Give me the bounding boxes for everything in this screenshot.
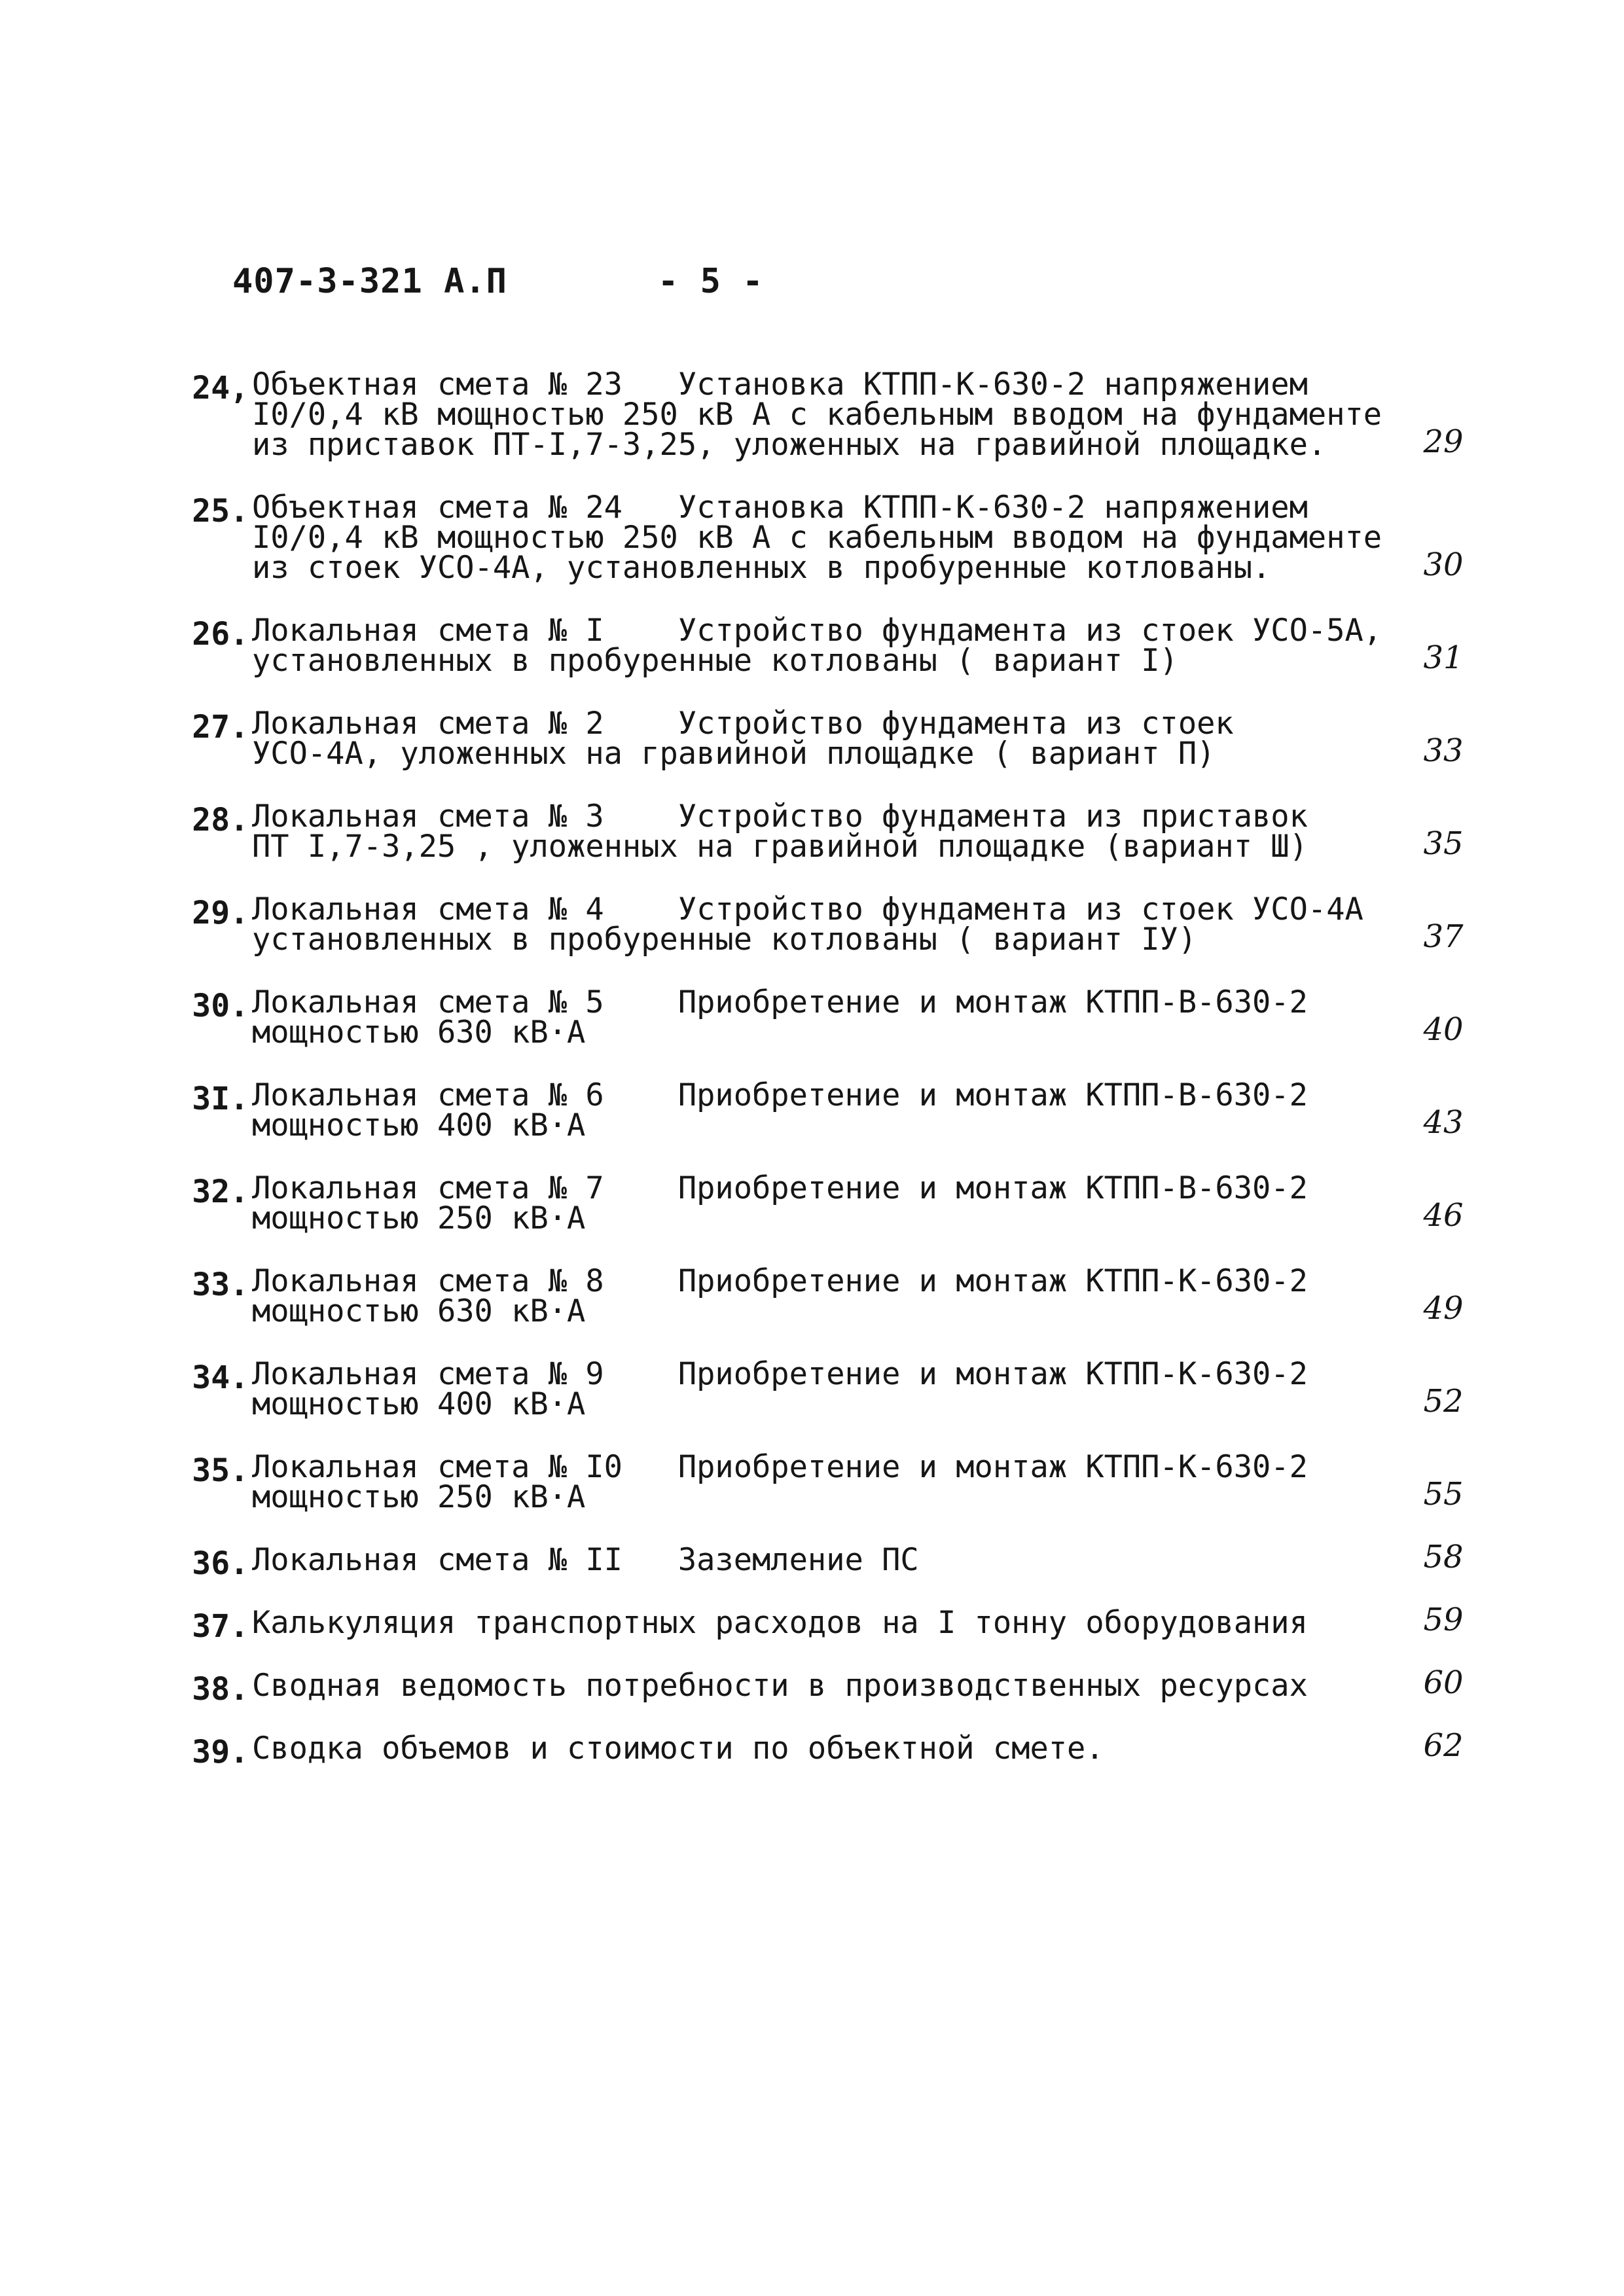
page-number: - 5 - [658,262,764,301]
entry-line: мощностью 250 кВ·А [252,1200,586,1236]
entry-line: Локальная смета № 9 Приобретение и монтаж КТПП-К-630-2 [252,1356,1308,1392]
entry-number: 3I. [192,1081,249,1117]
entry-line: установленных в пробуренные котлованы ( вариант IУ) [252,922,1197,958]
entry-text [252,1077,1384,1143]
entry-number: 24, [192,370,249,406]
contents-entry [164,984,1486,1050]
entry-text [252,984,1384,1050]
entry-text [252,613,1384,679]
entry-page-reference: 31 [1423,639,1464,676]
entry-page-reference: 29 [1423,423,1464,460]
entry-page-reference: 58 [1423,1539,1464,1575]
entry-number: 33. [192,1266,249,1303]
entry-text [252,1449,1384,1515]
entry-page-reference: 33 [1423,732,1464,769]
entry-page-reference: 30 [1423,547,1464,583]
contents-entry [164,1602,1486,1645]
entry-line: Объектная смета № 23 Установка КТПП-К-630-2 напряжением [252,367,1308,403]
entry-line: Калькуляция транспортных расходов на I тонну оборудования [252,1605,1308,1641]
entry-page-reference: 59 [1423,1602,1464,1638]
entry-number: 32. [192,1174,249,1210]
entry-text [252,1263,1384,1329]
page-header [232,262,764,301]
entry-line: установленных в пробуренные котлованы ( вариант I) [252,643,1178,679]
contents-entry [164,1356,1486,1422]
entry-number: 30. [192,988,249,1024]
entry-page-reference: 43 [1423,1104,1464,1141]
entry-page-reference: 46 [1423,1197,1464,1234]
contents-entry [164,1449,1486,1515]
entry-line: Сводная ведомость потребности в производственных ресурсах [252,1668,1308,1704]
contents-entry [164,1664,1486,1708]
entry-line: мощностью 400 кВ·А [252,1107,586,1143]
entry-line: Локальная смета № II Заземление ПС [252,1542,919,1578]
entry-text [252,490,1384,586]
entry-number: 34. [192,1359,249,1396]
entry-text [252,1731,1384,1767]
entry-page-reference: 37 [1423,918,1464,955]
entry-page-reference: 55 [1423,1476,1464,1513]
entry-line: Локальная смета № I Устройство фундамента из стоек УСО-5А, [252,613,1382,649]
entry-number: 26. [192,616,249,653]
entry-line: Локальная смета № 7 Приобретение и монтаж КТПП-В-630-2 [252,1170,1308,1206]
entry-number: 39. [192,1734,249,1770]
entry-page-reference: 49 [1423,1290,1464,1327]
entry-page-reference: 62 [1423,1727,1464,1764]
entry-line: мощностью 250 кВ·А [252,1479,586,1515]
entry-page-reference: 35 [1423,825,1464,862]
entry-number: 35. [192,1452,249,1489]
entry-line: мощностью 630 кВ·А [252,1293,586,1329]
entry-text [252,891,1384,958]
entry-line: Локальная смета № 5 Приобретение и монтаж КТПП-В-630-2 [252,984,1308,1020]
contents-entry [164,367,1486,463]
entry-number: 27. [192,709,249,745]
entry-page-reference: 52 [1423,1383,1464,1420]
entry-line: ПТ I,7-3,25 , уложенных на гравийной площадке (вариант Ш) [252,829,1308,865]
contents-list [164,367,1486,1797]
contents-entry [164,1263,1486,1329]
entry-number: 36. [192,1545,249,1582]
contents-entry [164,613,1486,679]
contents-entry [164,1170,1486,1236]
entry-text [252,706,1384,772]
entry-number: 37. [192,1608,249,1645]
entry-text [252,1356,1384,1422]
entry-number: 28. [192,802,249,838]
entry-text [252,798,1384,865]
entry-text [252,1605,1384,1641]
entry-text [252,1542,1384,1578]
entry-line: УСО-4А, уложенных на гравийной площадке ( вариант П) [252,736,1216,772]
entry-line: Локальная смета № 3 Устройство фундамента из приставок [252,798,1308,834]
entry-line: Сводка объемов и стоимости по объектной смете. [252,1731,1104,1767]
contents-entry [164,1727,1486,1770]
contents-entry [164,1539,1486,1582]
entry-line: Локальная смета № 6 Приобретение и монтаж КТПП-В-630-2 [252,1077,1308,1113]
entry-number: 25. [192,493,249,529]
contents-entry [164,891,1486,958]
entry-text [252,1668,1384,1704]
contents-entry [164,798,1486,865]
entry-line: Объектная смета № 24 Установка КТПП-К-630-2 напряжением [252,490,1308,526]
entry-line: I0/0,4 кВ мощностью 250 кВ А с кабельным вводом на фундаменте [252,397,1382,433]
entry-line: Локальная смета № 8 Приобретение и монтаж КТПП-К-630-2 [252,1263,1308,1299]
entry-line: из приставок ПТ-I,7-3,25, уложенных на гравийной площадке. [252,427,1327,463]
entry-line: мощностью 630 кВ·А [252,1014,586,1050]
entry-line: Локальная смета № 4 Устройство фундамента из стоек УСО-4А [252,891,1363,927]
contents-entry [164,706,1486,772]
entry-line: I0/0,4 кВ мощностью 250 кВ А с кабельным вводом на фундаменте [252,520,1382,556]
document-code: 407-3-321 А.П [232,262,507,301]
contents-entry [164,1077,1486,1143]
entry-page-reference: 40 [1423,1011,1464,1048]
entry-number: 29. [192,895,249,931]
entry-number: 38. [192,1671,249,1708]
contents-entry [164,490,1486,586]
entry-text [252,1170,1384,1236]
entry-line: мощностью 400 кВ·А [252,1386,586,1422]
entry-line: из стоек УСО-4А, установленных в пробуренные котлованы. [252,550,1271,586]
entry-line: Локальная смета № 2 Устройство фундамента из стоек [252,706,1234,742]
entry-page-reference: 60 [1423,1664,1464,1701]
entry-text [252,367,1384,463]
entry-line: Локальная смета № I0 Приобретение и монтаж КТПП-К-630-2 [252,1449,1308,1485]
